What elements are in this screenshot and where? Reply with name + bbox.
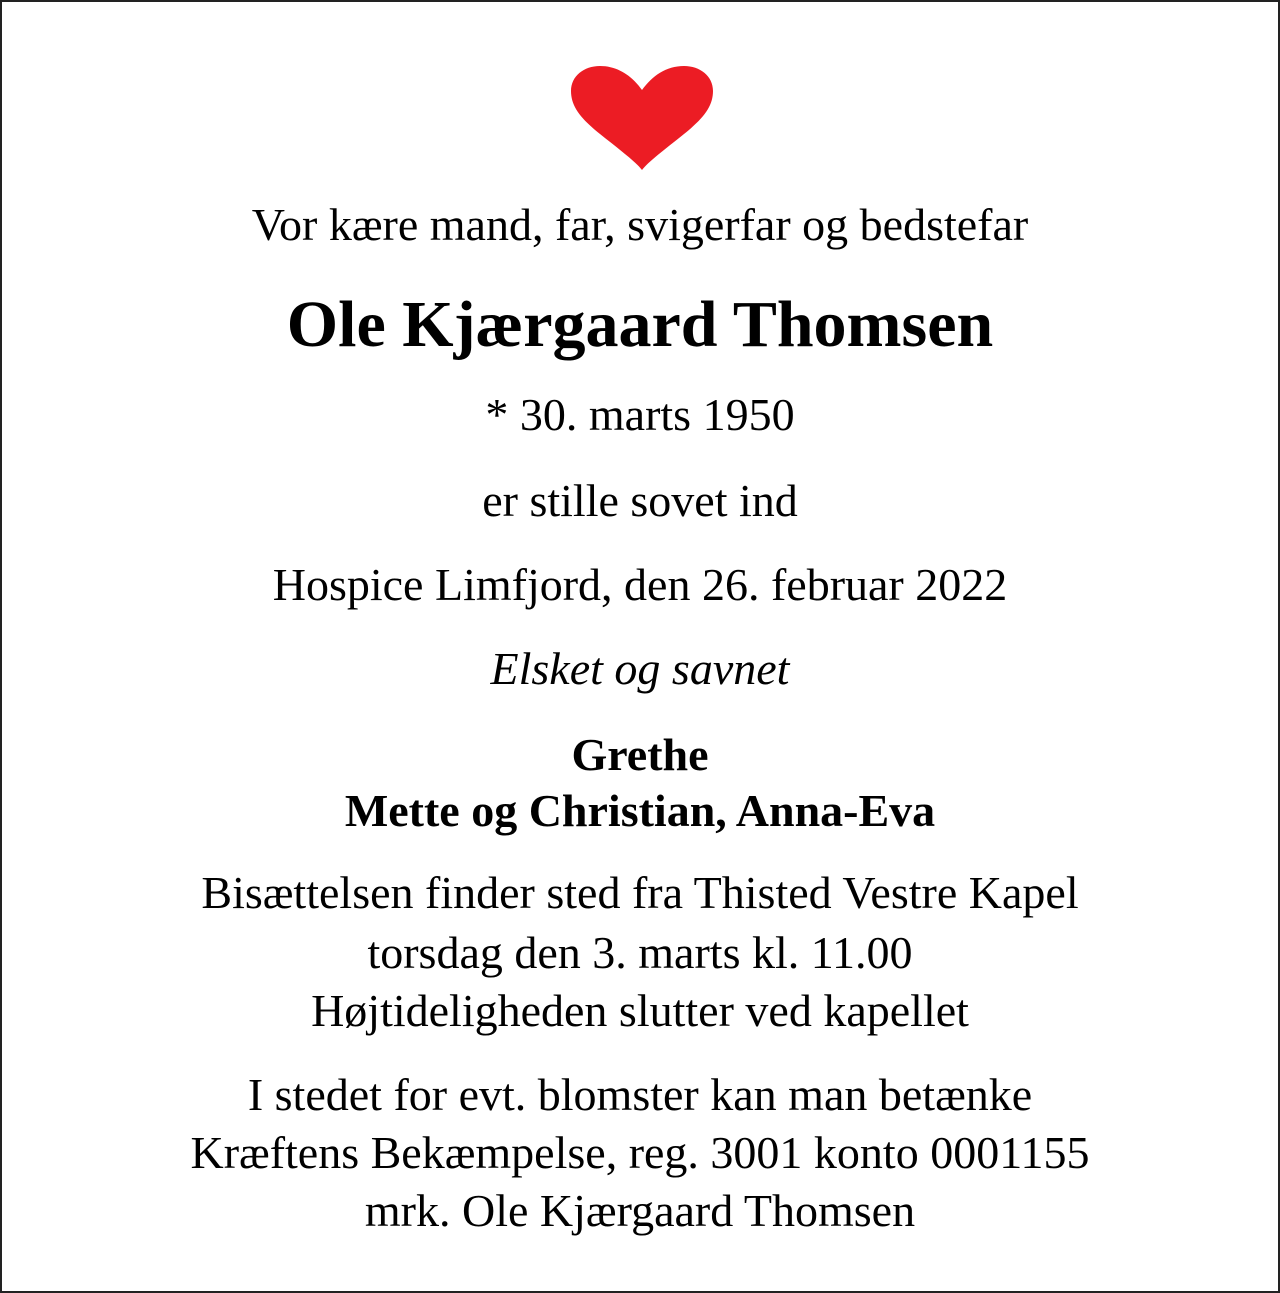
deceased-name: Ole Kjærgaard Thomsen [286,288,994,361]
heart-icon [570,66,714,170]
service-line: torsdag den 3. marts kl. 11.00 [367,927,913,978]
birth-date: * 30. marts 1950 [485,389,795,440]
passing-line: er stille sovet ind [482,475,798,526]
service-line: Bisættelsen finder sted fra Thisted Vestre Kapel [201,867,1079,918]
loved-line: Elsket og savnet [490,643,790,694]
intro-line: Vor kære mand, far, svigerfar og bedstefar [251,199,1029,250]
donation-line: mrk. Ole Kjærgaard Thomsen [364,1185,916,1236]
family-line: Grethe [571,729,709,780]
family-line: Mette og Christian, Anna-Eva [344,785,936,836]
donation-line: Kræftens Bekæmpelse, reg. 3001 konto 0001155 [190,1127,1090,1178]
place-and-date: Hospice Limfjord, den 26. februar 2022 [272,559,1008,610]
service-line: Højtideligheden slutter ved kapellet [311,985,969,1036]
donation-line: I stedet for evt. blomster kan man betænke [247,1069,1033,1120]
heart-shape [571,66,713,170]
